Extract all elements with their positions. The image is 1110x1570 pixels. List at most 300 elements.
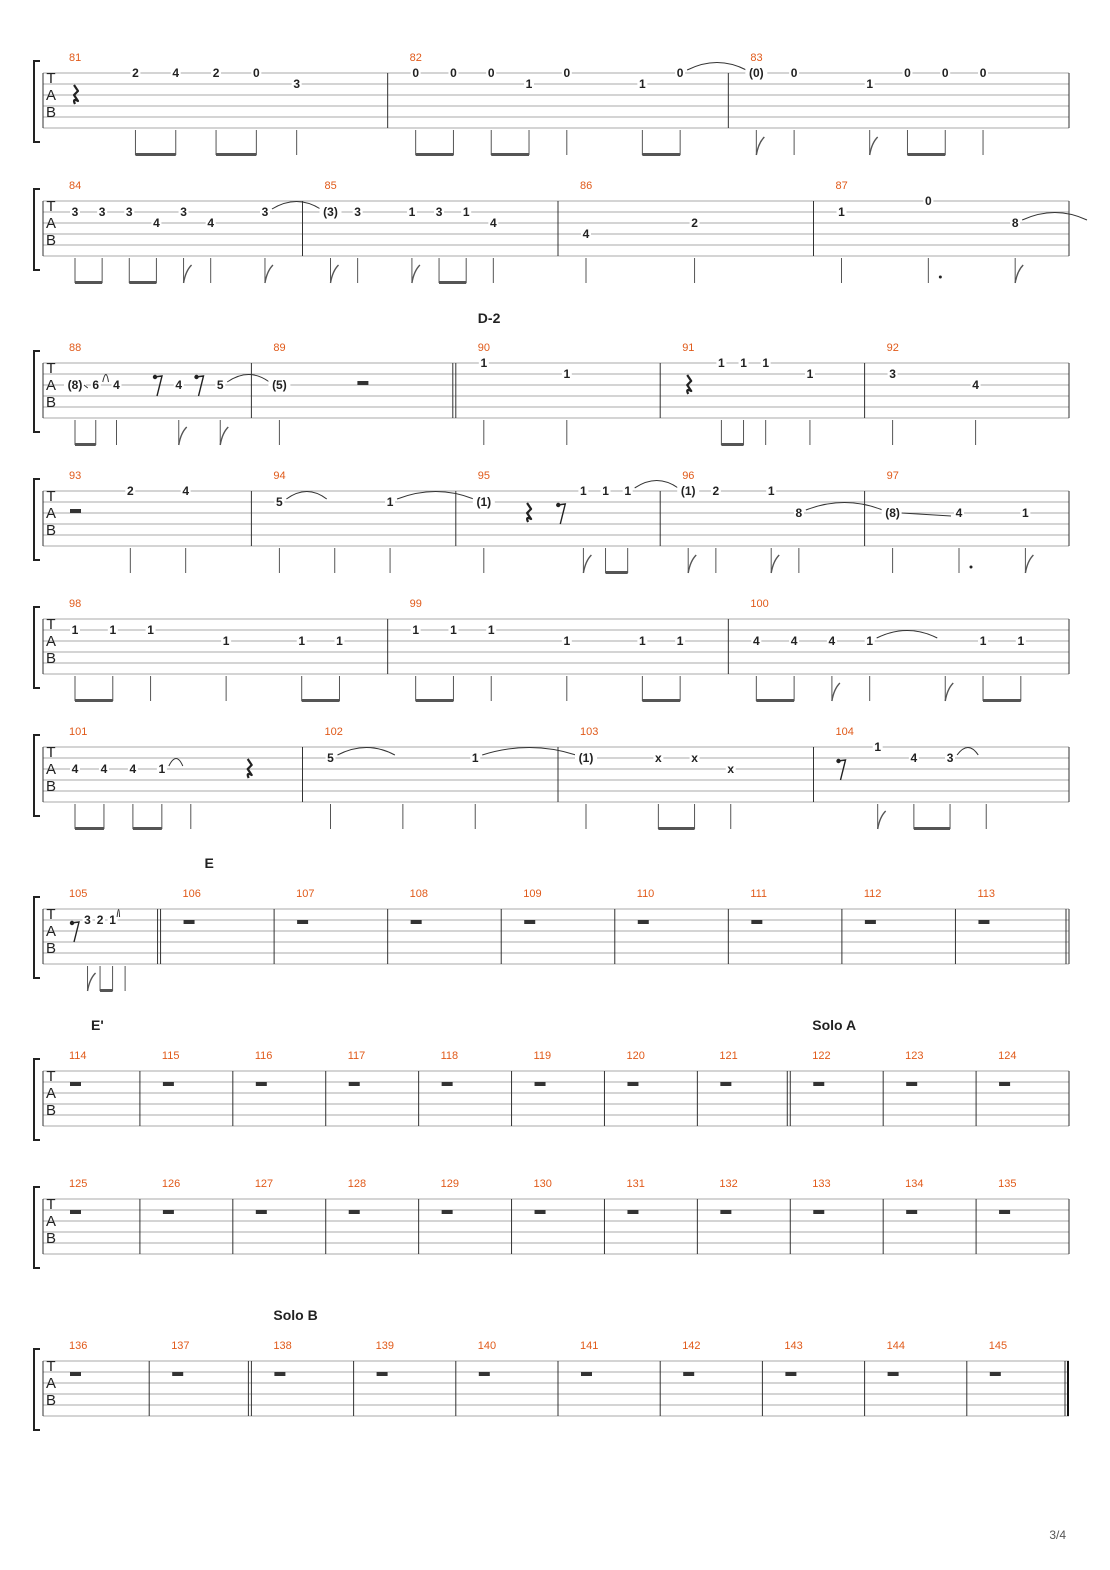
beam [216, 153, 256, 156]
tab-system [34, 180, 1087, 284]
measure-number: 93 [69, 470, 82, 482]
tie-arc [1022, 213, 1087, 221]
beam [135, 153, 175, 156]
tie-arc [397, 492, 474, 500]
fret-number: 1 [563, 367, 571, 381]
eighth-flag [265, 265, 273, 283]
measure-number: 92 [886, 342, 899, 354]
tab-clef-letter: A [45, 215, 57, 232]
whole-rest [256, 1210, 267, 1214]
fret-number: 4 [182, 484, 190, 498]
measure-number: 135 [998, 1178, 1017, 1190]
measure [69, 888, 161, 992]
whole-rest [535, 1082, 546, 1086]
measure-number: 134 [905, 1178, 924, 1190]
fret-number: 1 [450, 623, 457, 637]
whole-rest [256, 1082, 267, 1086]
measure [677, 470, 882, 573]
measure-number: 97 [886, 470, 899, 482]
measure-number: 125 [69, 1178, 88, 1190]
page-number: 3/4 [1049, 1528, 1066, 1542]
whole-rest [70, 1372, 81, 1376]
eighth-flag [832, 683, 840, 701]
beam [133, 827, 162, 830]
whole-rest [70, 1082, 81, 1086]
eighth-flag [870, 137, 878, 155]
tab-clef-letter: T [46, 906, 56, 923]
tie-arc [103, 375, 109, 383]
tie-arc [877, 631, 938, 639]
fret-number: 4 [113, 378, 120, 392]
fret-number: 3 [946, 751, 954, 765]
fret-number: 2 [712, 484, 720, 498]
measure-number: 82 [409, 52, 422, 64]
tab-system [34, 1017, 1069, 1140]
measure-number: 88 [69, 342, 82, 354]
fret-number: 1 [147, 623, 154, 637]
fret-number: 2 [212, 66, 220, 80]
beam [914, 827, 950, 830]
measure [69, 470, 251, 573]
fret-number: 4 [207, 216, 215, 230]
tab-clef-letter: A [45, 1375, 57, 1392]
measure [836, 726, 1070, 830]
tab-clef-letter: B [45, 650, 57, 667]
section-label: Solo A [812, 1017, 857, 1033]
fret-number: 4 [752, 634, 760, 648]
system-bracket [34, 61, 40, 142]
fret-number: 1 [718, 356, 725, 370]
beam [642, 699, 680, 702]
measure-number: 109 [523, 888, 542, 900]
measure [64, 342, 269, 446]
measure-number: 89 [273, 342, 286, 354]
measure-number: 81 [69, 52, 82, 64]
eighth-flag [1025, 555, 1033, 573]
measure-number: 129 [440, 1178, 459, 1190]
measure-number: 110 [636, 888, 655, 900]
fret-number: 3 [125, 205, 133, 219]
measure-number: 138 [273, 1340, 292, 1352]
whole-rest [638, 920, 649, 924]
fret-number: 1 [487, 623, 495, 637]
measure [69, 598, 388, 702]
measure [268, 342, 455, 445]
tab-clef-letter: A [45, 633, 57, 650]
measure-number: 140 [477, 1340, 497, 1352]
measure-number: 100 [750, 598, 769, 610]
eighth-flag [179, 427, 187, 445]
whole-rest [978, 920, 989, 924]
whole-rest [411, 920, 422, 924]
fret-number: 1 [109, 913, 116, 927]
whole-rest [813, 1082, 824, 1086]
tab-clef-letter: A [45, 923, 57, 940]
measure [320, 180, 559, 284]
beam [75, 443, 96, 446]
fret-number: 0 [979, 66, 987, 80]
measure [273, 470, 473, 573]
tab-system [34, 598, 1069, 702]
fret-number: 1 [71, 623, 79, 637]
fret-number: 0 [924, 194, 932, 208]
tab-clef-letter: B [45, 394, 57, 411]
fret-number: (1) [476, 495, 492, 509]
tie-arc [635, 481, 679, 489]
measure-number: 123 [905, 1050, 924, 1062]
section-label: D-2 [477, 310, 501, 326]
measure-number: 122 [812, 1050, 831, 1062]
measure-number: 144 [886, 1340, 905, 1352]
fret-number: 2 [96, 913, 104, 927]
eighth-flag [331, 265, 339, 283]
fret-number: 1 [336, 634, 343, 648]
whole-rest [888, 1372, 899, 1376]
tab-clef-letter: B [45, 778, 57, 795]
fret-number: (8) [885, 506, 900, 520]
system-bracket [34, 189, 40, 270]
measure-number: 103 [580, 726, 599, 738]
fret-number: 1 [806, 367, 814, 381]
fret-number: 1 [979, 634, 987, 648]
fret-number: 1 [298, 634, 306, 648]
fret-number: 3 [261, 205, 269, 219]
system-bracket [34, 351, 40, 432]
whole-rest [906, 1082, 917, 1086]
beam [983, 699, 1021, 702]
tie-arc [227, 375, 269, 383]
tab-clef-letter: A [45, 505, 57, 522]
measure-number: 120 [626, 1050, 645, 1062]
fret-number: 0 [790, 66, 798, 80]
fret-number: 0 [412, 66, 420, 80]
measure-number: 104 [835, 726, 854, 738]
fret-number: 1 [866, 77, 874, 91]
duration-dot [939, 276, 942, 279]
tie-arc [806, 503, 883, 511]
measure-number: 107 [296, 888, 315, 900]
measure-number: 102 [324, 726, 343, 738]
eighth-flag [688, 555, 696, 573]
eighth-flag [88, 973, 96, 991]
measure-number: 121 [719, 1050, 738, 1062]
measure-number: 145 [988, 1340, 1008, 1352]
measure-number: 131 [626, 1178, 645, 1190]
whole-rest [377, 1372, 388, 1376]
beam [491, 153, 529, 156]
section-label: E [204, 855, 214, 871]
fret-number: (3) [323, 205, 338, 219]
fret-number: (1) [680, 484, 696, 498]
whole-rest [479, 1372, 490, 1376]
measure-number: 94 [273, 470, 286, 482]
tab-clef-letter: A [45, 87, 57, 104]
measure-number: 119 [533, 1050, 552, 1062]
fret-number: 1 [471, 751, 479, 765]
fret-number: 4 [153, 216, 160, 230]
fret-number: (0) [748, 66, 764, 80]
beam [416, 699, 454, 702]
fret-number: 1 [740, 356, 747, 370]
measure-number: 105 [69, 888, 88, 900]
system-bracket [34, 1349, 40, 1430]
fret-number: 8 [795, 506, 803, 520]
fret-number: 3 [98, 205, 106, 219]
tab-clef-letter: T [46, 1358, 56, 1375]
measure-number: 114 [69, 1050, 87, 1062]
measure-number: 113 [977, 888, 995, 900]
measure-number: 118 [440, 1050, 459, 1062]
tab-clef-letter: A [45, 1213, 57, 1230]
fret-number: 2 [691, 216, 698, 230]
tab-clef-letter: T [46, 1196, 56, 1213]
measure-number: 137 [171, 1340, 190, 1352]
measure-number: 128 [347, 1178, 367, 1190]
fret-number: 5 [216, 378, 224, 392]
whole-rest [627, 1082, 638, 1086]
fret-number: 1 [767, 484, 775, 498]
measure-number: 124 [998, 1050, 1017, 1062]
whole-rest [627, 1210, 638, 1214]
whole-rest [813, 1210, 824, 1214]
beam [658, 827, 694, 830]
whole-rest [999, 1210, 1010, 1214]
fret-number: 4 [129, 762, 137, 776]
whole-rest [865, 920, 876, 924]
fret-number: 1 [408, 205, 416, 219]
tab-clef-letter: T [46, 488, 56, 505]
tie-arc [687, 63, 746, 71]
measure-number: 84 [69, 180, 82, 192]
whole-rest [184, 920, 195, 924]
measure-number: 101 [69, 726, 88, 738]
tab-system [34, 1178, 1069, 1268]
tab-system [34, 52, 1069, 156]
fret-number: 0 [253, 66, 260, 80]
fret-number: 4 [828, 634, 836, 648]
measure-number: 141 [580, 1340, 599, 1352]
fret-number: 0 [487, 66, 495, 80]
measure-number: 130 [533, 1178, 552, 1190]
tab-clef-letter: A [45, 761, 57, 778]
tab-system [34, 310, 1069, 446]
fret-number: 3 [71, 205, 79, 219]
fret-number: 1 [580, 484, 587, 498]
fret-number: 1 [1022, 506, 1029, 520]
fret-number: 4 [172, 66, 180, 80]
tab-clef-letter: T [46, 1068, 56, 1085]
measure-number: 91 [682, 342, 695, 354]
eighth-flag [583, 555, 591, 573]
measure [575, 726, 814, 830]
tab-clef-letter: A [45, 377, 57, 394]
measure [887, 342, 1069, 445]
tie-arc [117, 910, 119, 918]
fret-number: 2 [132, 66, 139, 80]
fret-number: 1 [874, 740, 882, 754]
measure-number: 96 [682, 470, 695, 482]
measure-number: 132 [719, 1178, 738, 1190]
eighth-flag [771, 555, 779, 573]
tab-system [34, 470, 1069, 574]
beam [75, 827, 104, 830]
fret-number: 4 [972, 378, 979, 392]
measure-number: 136 [69, 1340, 88, 1352]
measure-number: 90 [477, 342, 491, 354]
tab-clef-letter: A [45, 1085, 57, 1102]
half-rest [357, 381, 368, 385]
beam [721, 443, 743, 446]
measure [69, 180, 321, 284]
tab-clef-letter: B [45, 232, 57, 249]
beam [75, 281, 102, 284]
whole-rest [70, 1210, 81, 1214]
fret-number: 0 [676, 66, 684, 80]
tie-arc [169, 759, 183, 767]
measure-number: 99 [409, 598, 422, 610]
fret-number: 1 [1017, 634, 1025, 648]
fret-number: x [691, 751, 698, 765]
fret-number: 4 [175, 378, 183, 392]
fret-number: x [655, 751, 662, 765]
fret-number: 3 [354, 205, 361, 219]
beam [756, 699, 794, 702]
tie-arc [338, 748, 395, 756]
measure [580, 180, 814, 283]
fret-number: 4 [71, 762, 79, 776]
tab-system [34, 1307, 1069, 1430]
measure-number: 98 [69, 598, 82, 610]
tab-clef-letter: B [45, 1230, 57, 1247]
section-label: Solo B [273, 1307, 318, 1323]
whole-rest [581, 1372, 592, 1376]
fret-number: 0 [941, 66, 949, 80]
measure [69, 726, 303, 830]
eighth-flag [412, 265, 420, 283]
beam [129, 281, 156, 284]
measure [682, 342, 864, 446]
system-bracket [34, 1187, 40, 1268]
fret-number: 1 [639, 77, 646, 91]
measure-number: 115 [161, 1050, 180, 1062]
whole-rest [349, 1210, 360, 1214]
tab-clef-letter: B [45, 1392, 57, 1409]
measure [473, 470, 678, 574]
tab-system [34, 726, 1069, 830]
fret-number: 1 [222, 634, 230, 648]
fret-number: 3 [435, 205, 443, 219]
whole-rest [442, 1210, 453, 1214]
measure-number: 95 [477, 470, 491, 482]
section-label: E' [91, 1017, 104, 1033]
measure [478, 342, 660, 445]
fret-number: 4 [489, 216, 497, 230]
fret-number: 1 [109, 623, 117, 637]
measure-number: 111 [750, 888, 768, 900]
tab-system [34, 855, 1069, 992]
fret-number: 1 [480, 356, 488, 370]
fret-number: 1 [602, 484, 609, 498]
fret-number: 1 [866, 634, 874, 648]
fret-number: 0 [450, 66, 457, 80]
tab-clef-letter: B [45, 522, 57, 539]
measure-number: 85 [324, 180, 337, 192]
fret-number: 5 [327, 751, 334, 765]
fret-number: 4 [100, 762, 108, 776]
whole-rest [163, 1082, 174, 1086]
fret-number: 2 [126, 484, 134, 498]
measure [836, 180, 1088, 283]
system-bracket [34, 897, 40, 978]
beam [439, 281, 466, 284]
measure-number: 106 [182, 888, 201, 900]
fret-number: 3 [889, 367, 896, 381]
tie-arc [957, 748, 978, 756]
whole-rest [720, 1210, 731, 1214]
system-bracket [34, 735, 40, 816]
eighth-flag [878, 811, 886, 829]
whole-rest [720, 1082, 731, 1086]
measure-number: 139 [375, 1340, 394, 1352]
eighth-flag [1015, 265, 1023, 283]
eighth-flag [184, 265, 192, 283]
fret-number: 1 [676, 634, 684, 648]
whole-rest [442, 1082, 453, 1086]
fret-number: 1 [412, 623, 420, 637]
beam [416, 153, 454, 156]
fret-number: 4 [790, 634, 798, 648]
fret-number: 3 [84, 913, 91, 927]
beam [642, 153, 680, 156]
whole-rest [535, 1210, 546, 1214]
eighth-flag [220, 427, 228, 445]
fret-number: 1 [838, 205, 845, 219]
eighth-flag [945, 683, 953, 701]
whole-rest [785, 1372, 796, 1376]
fret-number: 6 [92, 378, 100, 392]
fret-number: 8 [1011, 216, 1019, 230]
tab-clef-letter: T [46, 744, 56, 761]
tie-arc [482, 748, 576, 756]
measure-number: 126 [161, 1178, 181, 1190]
system-bracket [34, 479, 40, 560]
whole-rest [274, 1372, 285, 1376]
tab-clef-letter: T [46, 198, 56, 215]
fret-number: 3 [293, 77, 301, 91]
tab-clef-letter: B [45, 940, 57, 957]
measure-number: 133 [812, 1178, 831, 1190]
tab-clef-letter: B [45, 1102, 57, 1119]
beam [100, 989, 113, 992]
tab-clef-letter: T [46, 360, 56, 377]
fret-number: (1) [578, 751, 594, 765]
whole-rest [990, 1372, 1001, 1376]
measure-number: 87 [835, 180, 848, 192]
beam [606, 571, 628, 574]
measure [410, 598, 729, 702]
fret-number: 3 [180, 205, 187, 219]
fret-number: 4 [910, 751, 918, 765]
measure-number: 83 [750, 52, 763, 64]
measure-number: 143 [784, 1340, 803, 1352]
fret-number: 1 [525, 77, 533, 91]
fret-number: 0 [563, 66, 571, 80]
duration-dot [970, 566, 973, 569]
measure-number: 127 [254, 1178, 274, 1190]
fret-number: (5) [272, 378, 287, 392]
measure [745, 52, 1069, 156]
measure-number: 116 [254, 1050, 273, 1062]
